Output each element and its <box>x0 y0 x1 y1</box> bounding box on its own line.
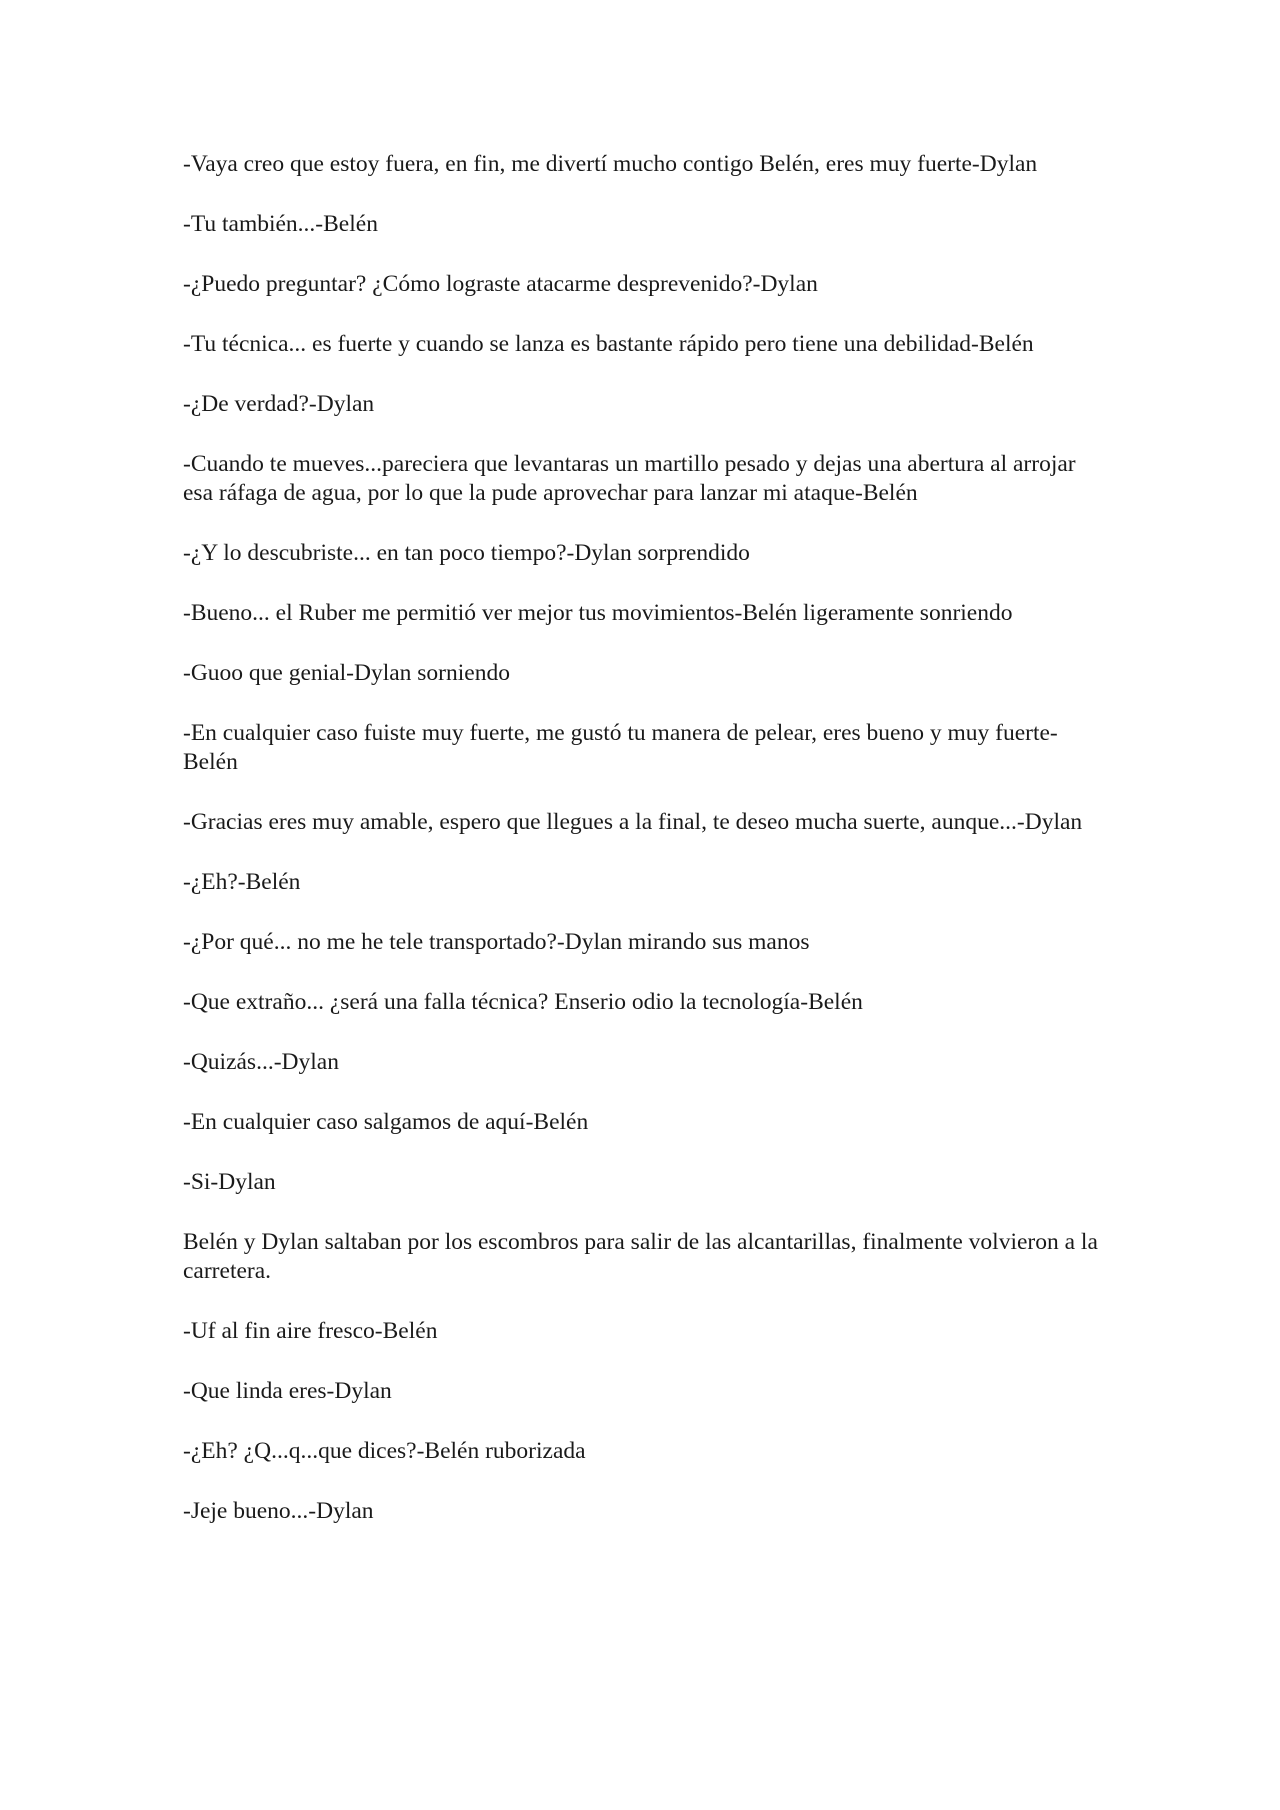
paragraph: -¿Eh?-Belén <box>183 869 301 895</box>
paragraph: -Que extraño... ¿será una falla técnica? Enserio odio la tecnología-Belén <box>183 989 863 1015</box>
paragraph: -Guoo que genial-Dylan sorniendo <box>183 660 510 686</box>
paragraph: -¿Puedo preguntar? ¿Cómo lograste atacarme desprevenido?-Dylan <box>183 271 818 297</box>
paragraph: Belén y Dylan saltaban por los escombros para salir de las alcantarillas, finalmente volvieron a la carretera. <box>183 1229 1098 1284</box>
paragraph: -Uf al fin aire fresco-Belén <box>183 1318 438 1344</box>
paragraph: -Jeje bueno...-Dylan <box>183 1498 374 1524</box>
document-page <box>183 150 1103 1557</box>
paragraph: -¿Eh? ¿Q...q...que dices?-Belén ruborizada <box>183 1438 586 1464</box>
paragraph: -Tu también...-Belén <box>183 211 378 237</box>
paragraph: -Que linda eres-Dylan <box>183 1378 392 1404</box>
paragraph: -Gracias eres muy amable, espero que llegues a la final, te deseo mucha suerte, aunque...-Dylan <box>183 809 1083 835</box>
paragraph: -Vaya creo que estoy fuera, en fin, me divertí mucho contigo Belén, eres muy fuerte-Dylan <box>183 151 1038 177</box>
paragraph: -Cuando te mueves...pareciera que levantaras un martillo pesado y dejas una abertura al arrojar esa ráfaga de agua, por lo que la pude aprovechar para lanzar mi ataque-Belén <box>183 451 1076 506</box>
paragraph: -En cualquier caso salgamos de aquí-Belén <box>183 1109 589 1135</box>
paragraph: -¿De verdad?-Dylan <box>183 391 375 417</box>
paragraph: -Tu técnica... es fuerte y cuando se lanza es bastante rápido pero tiene una debilidad-Belén <box>183 331 1034 357</box>
paragraph: -En cualquier caso fuiste muy fuerte, me gustó tu manera de pelear, eres bueno y muy fuerte-Belén <box>183 720 1058 775</box>
paragraph: -Quizás...-Dylan <box>183 1049 339 1075</box>
paragraph: -¿Por qué... no me he tele transportado?-Dylan mirando sus manos <box>183 929 810 955</box>
paragraph: -Bueno... el Ruber me permitió ver mejor tus movimientos-Belén ligeramente sonriendo <box>183 600 1013 626</box>
paragraph: -¿Y lo descubriste... en tan poco tiempo?-Dylan sorprendido <box>183 540 750 566</box>
paragraph: -Si-Dylan <box>183 1169 276 1195</box>
